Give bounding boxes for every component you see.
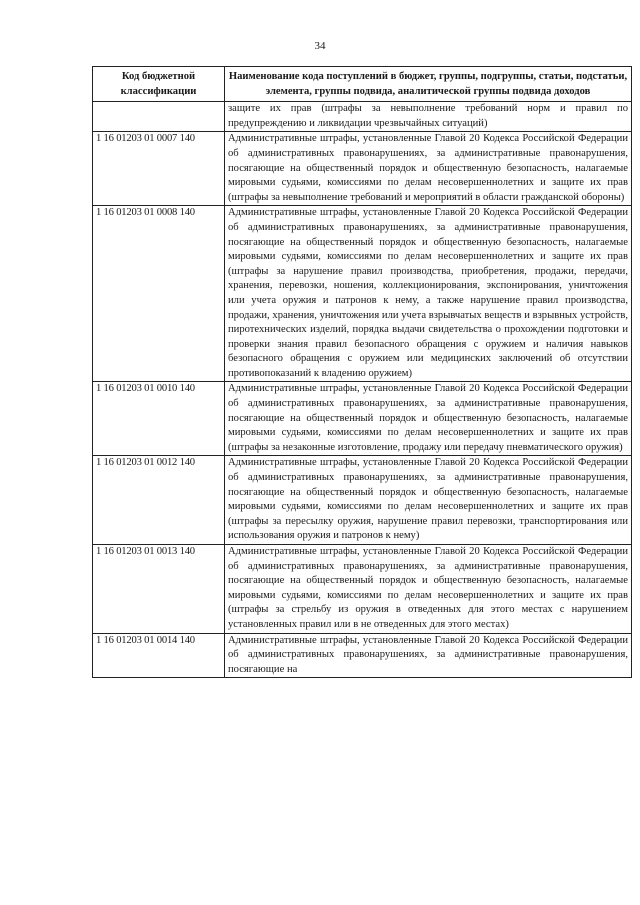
table-row: [93, 102, 632, 132]
table-header-row: [93, 67, 632, 102]
table-row: [93, 132, 632, 206]
row-description: Административные штрафы, установленные Главой 20 Кодекса Российской Федерации об административных правонарушениях, за административные правонарушения, посягающие на общественный порядок и общественную безопасность, налагаемые мировыми судьями, комиссиями по делам несовершеннолетних и защите их прав (штрафы за стрельбу из оружия в отведенных для этого местах с нарушением установленных правил или в не отведенных для этого местах): [225, 545, 632, 634]
row-description: Административные штрафы, установленные Главой 20 Кодекса Российской Федерации об административных правонарушениях, за административные правонарушения, посягающие на: [225, 633, 632, 678]
row-code: [93, 102, 225, 132]
row-description: Административные штрафы, установленные Главой 20 Кодекса Российской Федерации об административных правонарушениях, за административные правонарушения, посягающие на общественный порядок и общественную безопасность, налагаемые мировыми судьями, комиссиями по делам несовершеннолетних и защите их прав (штрафы за пересылку оружия, нарушение правил перевозки, транспортирования или использования оружия и патронов к нему): [225, 456, 632, 545]
header-name: Наименование кода поступлений в бюджет, группы, подгруппы, статьи, подстатьи, элемента, группы подвида, аналитической группы подвида доходов: [225, 67, 632, 102]
row-code: 1 16 01203 01 0012 140: [93, 456, 225, 545]
table-row: [93, 633, 632, 678]
table-row: [93, 545, 632, 634]
row-code: 1 16 01203 01 0010 140: [93, 382, 225, 456]
table-row: [93, 382, 632, 456]
header-code: Код бюджетной классификации: [93, 67, 225, 102]
row-code: 1 16 01203 01 0013 140: [93, 545, 225, 634]
row-description: Административные штрафы, установленные Главой 20 Кодекса Российской Федерации об административных правонарушениях, за административные правонарушения, посягающие на общественный порядок и общественную безопасность, налагаемые мировыми судьями, комиссиями по делам несовершеннолетних и защите их прав (штрафы за незаконные изготовление, продажу или передачу пневматического оружия): [225, 382, 632, 456]
table-row: [93, 206, 632, 382]
row-description: Административные штрафы, установленные Главой 20 Кодекса Российской Федерации об административных правонарушениях, за административные правонарушения, посягающие на общественный порядок и общественную безопасность, налагаемые мировыми судьями, комиссиями по делам несовершеннолетних и защите их прав (штрафы за невыполнение требований и мероприятий в области гражданской обороны): [225, 132, 632, 206]
row-code: 1 16 01203 01 0008 140: [93, 206, 225, 382]
budget-classification-table: [92, 66, 632, 678]
page-number: 34: [314, 40, 326, 52]
row-description: защите их прав (штрафы за невыполнение требований норм и правил по предупреждению и ликвидации чрезвычайных ситуаций): [225, 102, 632, 132]
row-description: Административные штрафы, установленные Главой 20 Кодекса Российской Федерации об административных правонарушениях, за административные правонарушения, посягающие на общественный порядок и общественную безопасность, налагаемые мировыми судьями, комиссиями по делам несовершеннолетних и защите их прав (штрафы за нарушение правил производства, приобретения, продажи, передачи, хранения, перевозки, ношения, коллекционирования, экспонирования, уничтожения или учета оружия и патронов к нему, а также нарушение правил производства, продажи, хранения, уничтожения или учета взрывчатых веществ и взрывных устройств, пиротехнических изделий, порядка выдачи свидетельства о прохождении подготовки и проверки знания правил безопасного обращения с оружием и наличия навыков безопасного обращения с оружием или медицинских заключений об отсутствии противопоказаний к владению оружием): [225, 206, 632, 382]
row-code: 1 16 01203 01 0007 140: [93, 132, 225, 206]
row-code: 1 16 01203 01 0014 140: [93, 633, 225, 678]
table-row: [93, 456, 632, 545]
